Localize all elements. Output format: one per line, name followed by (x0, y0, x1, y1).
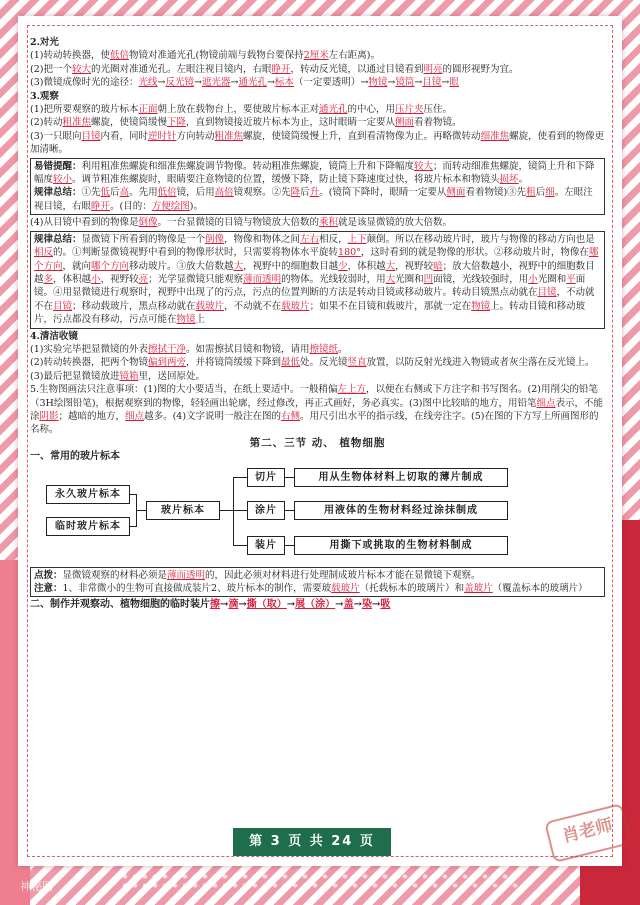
watermark: 神秘网 (20, 880, 53, 893)
s2-light-path: (3)微镜成像时光的途径：光线→反光镜→遮光器→通光孔→标本（一定要透明）→物镜→镜筒→目镜→眼 (30, 77, 459, 89)
box-smear: 涂片 (247, 501, 285, 520)
s5-paragraph: 5.生物图画法只注意事项：(1)图的大小要适当，在纸上要适中。一般稍偏左上方，以便在右侧或下方注字和书写图名。(2)用削尖的铅笔（3H绘图铅笔)，根据观察到的物像，轻轻画出轮廓，经过修改，再正式画好，务必真实。(3)图中比较暗的地方，用铅笔细点表示，不能涂阴影；越暗的地方，细点越多。(4)文字说明一般注在图的右侧。用尺引出水平的指示线，在线旁注字。(5)在图的下方写上所画图形的名称。 (30, 384, 604, 436)
subheading-2: 二、制作并观察动、植物细胞的临时装片擦→滴→撕（取）→展（涂）→盖→染→吸 (30, 599, 391, 611)
keyword: 2厘米 (303, 50, 329, 62)
connector (233, 477, 234, 545)
s3-line-1: (1)把所要观察的玻片标本正面朝上放在载物台上，要使玻片标本正对通光孔的中心，用压片夹压住。 (30, 104, 453, 116)
teacher-stamp: 肖老师 (544, 803, 632, 863)
s4-line-1: (1)实验完毕把显微镜的外表擦拭干净。如需擦拭目镜和物镜，请用擦镜纸。 (30, 343, 348, 355)
s2-line-2: (2)把一个较大的光圈对准通光孔。左眼注视目镜内，右眼睁开，转动反光镜，以通过目镜看到明亮的圆形视野为宜。 (30, 63, 519, 75)
s3-line-4: (4)从目镜中看到的物像是倒像。一台显微镜的目镜与物镜放大倍数的乘积就是该显微镜的放大倍数。 (30, 217, 453, 229)
s3-line-3: (3)一只眼向目镜内看，同时逆时针方向转动粗准焦螺旋，使镜筒缓慢上升，直到看清物像为止。再略微转动细准焦螺旋，使看到的物像更加清晰。 (30, 130, 605, 156)
connector (136, 510, 146, 511)
slide-types-diagram (30, 467, 605, 565)
keyword: 明亮 (423, 63, 443, 75)
box-smear-desc: 用液体的生物材料经过涂抹制成 (294, 501, 508, 520)
box-mount: 装片 (247, 536, 285, 555)
connector (219, 510, 233, 511)
section-heading: 第二、三节 动、 植物细胞 (249, 436, 386, 449)
box-section-desc: 用从生物体材料上切取的薄片制成 (294, 468, 508, 487)
connector (233, 545, 247, 546)
s2-line-1: (1)转动转换器，使低倍物镜对准通光孔(物镜前端与载物台要保持2厘米左右距离)。 (30, 50, 380, 62)
keyword: 较大 (71, 63, 91, 75)
subheading-1: 一、常用的玻片标本 (30, 451, 120, 463)
keyword: 低倍 (109, 50, 129, 62)
tip-box: 易错提醒：利用粗准焦螺旋和细准焦螺旋调节物像。转动粗准焦螺旋，镜筒上升和下降幅度较大；而转动细准焦螺旋，镜筒上升和下降幅度较小。调节粗准焦螺旋时，眼睛要注意物镜的位置，缓慢下降，防止镜下降速度过快，将玻片标本和物镜头损坏。 规律总结：①先低后高。先用低倍镜，后用高倍镜观察。②先降后升。(镜筒下降时，眼睛一定要从侧面看着物镜)③先粗后细。左眼注视目镜，右眼睁开。(目的：方便绘图)。 (30, 158, 605, 216)
section-title-2: 2.对光 (30, 37, 59, 48)
section-title-3: 3.观察 (30, 90, 59, 102)
box-mount-desc: 用撕下或挑取的生物材料制成 (294, 536, 508, 555)
connector (233, 510, 247, 511)
box-slide-specimen: 玻片标本 (146, 501, 220, 520)
note-box: 点拨：显微镜观察的材料必须是薄而透明的，因此必须对材料进行处理制成玻片标本才能在显微镜下观察。 注意：1、非常微小的生物可直接做成装片2、玻片标本的制作，需要玻载玻片（托载标本的玻璃片）和盖玻片（覆盖标本的玻璃片） (30, 567, 605, 598)
box-permanent-slide: 永久玻片标本 (46, 485, 130, 504)
section-title-4: 4.清洁收镜 (30, 330, 78, 342)
connector (284, 545, 294, 546)
page-content (30, 36, 605, 612)
page-number: 第 3 页 共 24 页 (233, 828, 391, 856)
s4-line-2: (2)转动转换器，把两个物镜偏到两旁，并将镜筒缓缓下降到最低处。反光镜竖直放置，以防反射光线进入物镜或者灰尘落在反光镜上。 (30, 357, 595, 369)
keyword: 睁开 (271, 63, 291, 75)
rule-box: 规律总结：显微镜下所看到的物像是一个倒像，物像和物体之间左右相反，上下颠倒。所以在移动玻片时，玻片与物像的移动方向也是相反的。①判断显微镜视野中看到的物像形状时，只需要将物体水平旋转180°，这时看到的就是物像的形状。②移动玻片时，物像在哪个方向，就向哪个方向移动玻片。③放大倍数越大，视野中的细胞数目越少，体积越大，视野较暗；放大倍数越小，视野中的细胞数目越多，体积越小，视野较亮；光学显微镜只能观察薄而透明的物体。光线较弱时，用大光圈和凹面镜，光线较强时，用小光圈和平面镜。④用显微镜进行观察时，视野中出现了的污点，污点的位置判断的方法是转动目镜或移动玻片。转动目镜黑点动就在目镜，不动就不在目镜；移动载玻片，黑点移动就在载玻片，不动就不在载玻片；如果不在目镜和载玻片，那就一定在物镜上。转动目镜和移动玻片，污点都没有移动，污点可能在物镜上 (30, 231, 605, 329)
connector (284, 510, 294, 511)
s4-line-3: (3)最后把显微镜放进镜箱里，送回原处。 (30, 370, 205, 382)
decorative-dots (120, 872, 520, 890)
connector (233, 477, 247, 478)
box-section: 切片 (247, 468, 285, 487)
connector (284, 477, 294, 478)
box-temporary-slide: 临时玻片标本 (46, 517, 130, 536)
s3-line-2: (2)转动粗准焦螺旋，使镜筒缓慢下降，直到物镜接近玻片标本为止，这时眼睛一定要从侧面看着物镜。 (30, 117, 462, 129)
